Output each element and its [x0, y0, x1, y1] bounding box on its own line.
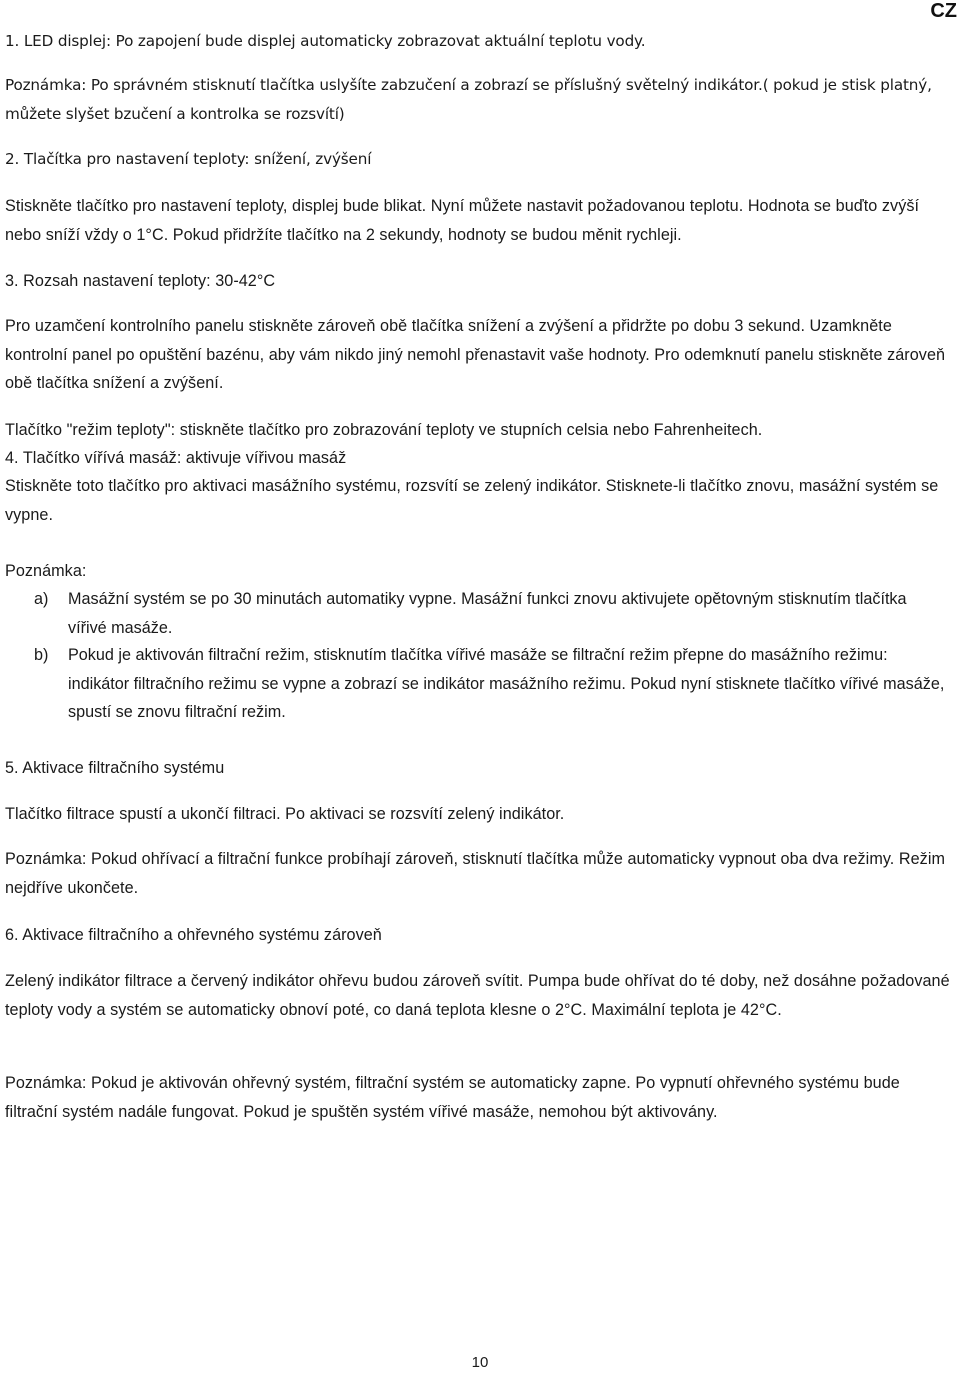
section-3-heading: 3. Rozsah nastavení teploty: 30-42°C: [5, 272, 276, 290]
section-1-led-display: 1. LED displej: Po zapojení bude displej automaticky zobrazovat aktuální teplotu vody.: [5, 32, 646, 50]
massage-paragraph: Stiskněte toto tlačítko pro aktivaci masážního systému, rozsvítí se zelený indikátor. Stisknete-li tlačítko znovu, masážní systém se vypne.: [5, 477, 939, 524]
section-6-heading: 6. Aktivace filtračního a ohřevného systému zároveň: [5, 926, 382, 944]
list-item: [5, 585, 953, 642]
filtration-paragraph: Tlačítko filtrace spustí a ukončí filtraci. Po aktivaci se rozsvítí zelený indikátor.: [5, 805, 565, 823]
note-heating-system: Poznámka: Pokud je aktivován ohřevný systém, filtrační systém se automaticky zapne. Po vypnutí ohřevného systému bude filtrační systém nadále fungovat. Pokud je spuštěn systém vířivé masáže, nemohou být aktivovány.: [5, 1074, 900, 1121]
list-item-text: Masážní systém se po 30 minutách automatiky vypne. Masážní funkci znovu aktivujete opětovným stisknutím tlačítka vířivé masáže.: [68, 590, 907, 637]
page-number: 10: [471, 1354, 489, 1371]
combined-system-paragraph: Zelený indikátor filtrace a červený indikátor ohřevu budou zároveň svítit. Pumpa bude ohřívat do té doby, než dosáhne požadované teploty vody a systém se automaticky obnoví poté, co daná teplota klesne o 2°C. Maximální teplota je 42°C.: [5, 972, 950, 1019]
section-4-heading: 4. Tlačítko vířívá masáž: aktivuje vířivou masáž: [5, 449, 347, 467]
temperature-setting-paragraph: Stiskněte tlačítko pro nastavení teploty, displej bude blikat. Nyní můžete nastavit požadovanou teplotu. Hodnota se buďto zvýší nebo sníží vždy o 1°C. Pokud přidržíte tlačítko na 2 sekundy, hodnoty se budou měnit rychleji.: [5, 197, 920, 244]
section-2-heading: 2. Tlačítka pro nastavení teploty: snížení, zvýšení: [5, 150, 372, 168]
list-marker: a): [34, 590, 49, 608]
note-button-press: Poznámka: Po správném stisknutí tlačítka uslyšíte zabzučení a zobrazí se příslušný světelný indikátor.( pokud je stisk platný, můžete slyšet bzučení a kontrolka se rozsvítí): [5, 76, 932, 123]
note-heating-filtration: Poznámka: Pokud ohřívací a filtrační funkce probíhají zároveň, stisknutí tlačítka může automaticky vypnout oba dva režimy. Režim nejdříve ukončete.: [5, 850, 946, 897]
list-item: [5, 641, 953, 727]
section-5-heading: 5. Aktivace filtračního systému: [5, 759, 225, 777]
language-tag: CZ: [930, 0, 957, 22]
note-heading: Poznámka:: [5, 562, 87, 580]
list-marker: b): [34, 646, 49, 664]
list-item-text: Pokud je aktivován filtrační režim, stisknutím tlačítka vířivé masáže se filtrační režim přepne do masážního režimu: indikátor filtračního režimu se vypne a zobrazí se indikátor masážního režimu. Pokud nyní stisknete tlačítko vířivé masáže, spustí se znovu filtrační režim.: [68, 646, 945, 721]
panel-lock-paragraph: Pro uzamčení kontrolního panelu stiskněte zároveň obě tlačítka snížení a zvýšení a přidržte po dobu 3 sekund. Uzamkněte kontrolní panel po opuštění bazénu, aby vám nikdo jiný nemohl přenastavit vaše hodnoty. Pro odemknutí panelu stiskněte zároveň obě tlačítka snížení a zvýšení.: [5, 317, 946, 392]
temperature-mode-paragraph: Tlačítko "režim teploty": stiskněte tlačítko pro zobrazování teploty ve stupních celsia nebo Fahrenheitech.: [5, 421, 763, 439]
